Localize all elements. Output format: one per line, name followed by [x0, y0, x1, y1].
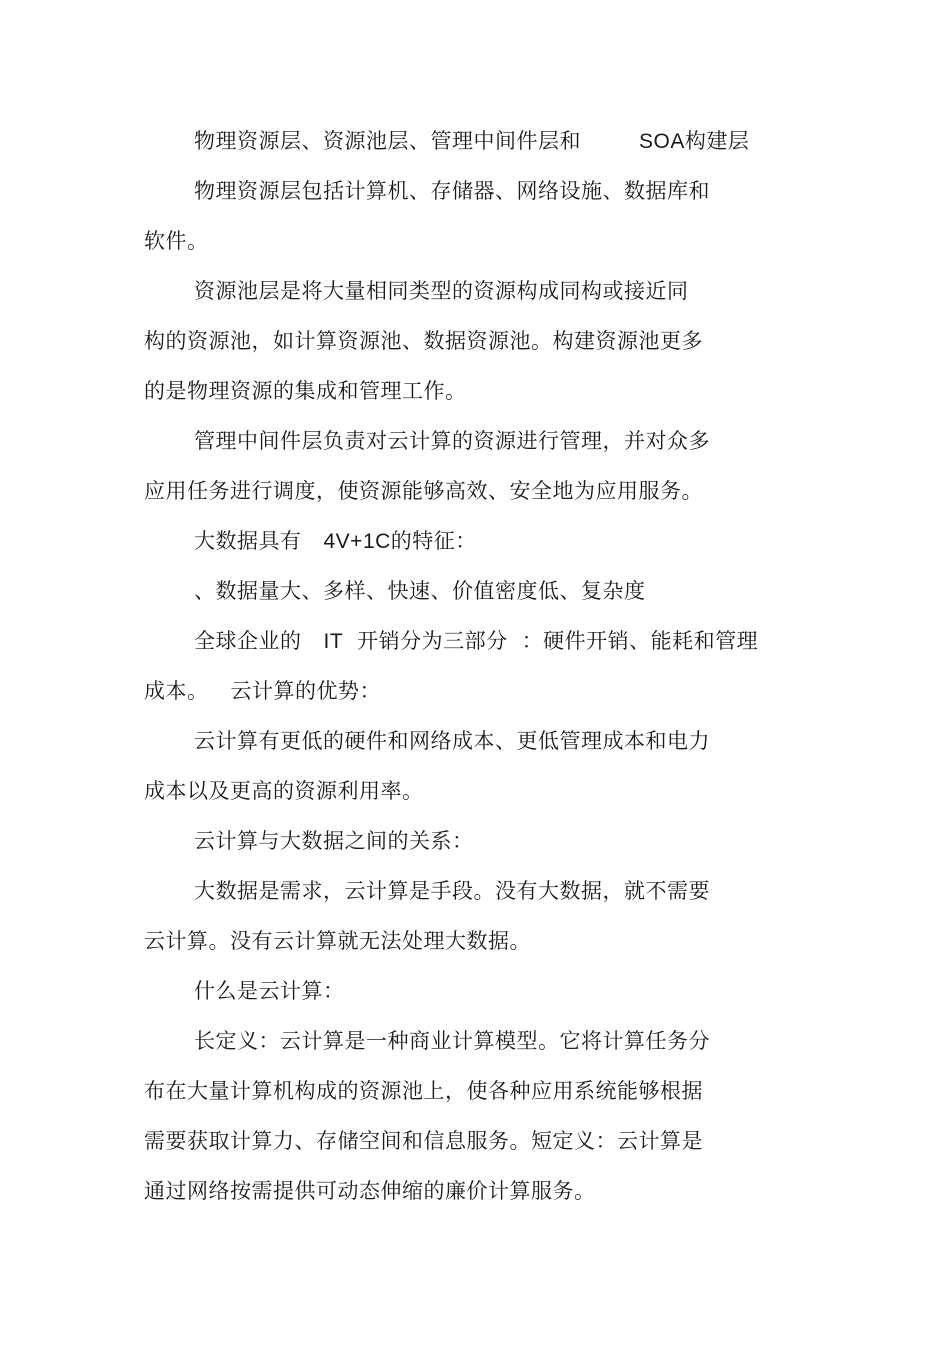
text-line: [194, 626, 758, 657]
text-line: [144, 676, 381, 706]
text-segment: 成本。: [144, 679, 209, 703]
text-segment: 开销分为三部分: [357, 629, 508, 653]
text-line: 需要获取计算力、存储空间和信息服务。短定义：云计算是: [144, 1129, 703, 1153]
text-line: 云计算。没有云计算就无法处理大数据。: [144, 929, 531, 953]
text-line: 管理中间件层负责对云计算的资源进行管理，并对众多: [194, 429, 710, 453]
text-segment: 物理资源层、资源池层、管理中间件层和: [194, 129, 581, 153]
text-line: 云计算与大数据之间的关系：: [194, 829, 474, 853]
text-line: 软件。: [144, 229, 209, 253]
text-line: 的是物理资源的集成和管理工作。: [144, 379, 467, 403]
text-line: 通过网络按需提供可动态伸缩的廉价计算服务。: [144, 1179, 596, 1203]
text-line: [194, 526, 477, 557]
text-segment: IT: [323, 630, 344, 653]
text-line: 、数据量大、多样、快速、价值密度低、复杂度: [194, 579, 646, 603]
text-line: 应用任务进行调度，使资源能够高效、安全地为应用服务。: [144, 479, 703, 503]
text-line: 大数据是需求，云计算是手段。没有大数据，就不需要: [194, 879, 710, 903]
text-line: 成本以及更高的资源利用率。: [144, 779, 424, 803]
text-line: 物理资源层包括计算机、存储器、网络设施、数据库和: [194, 179, 710, 203]
text-line: 构的资源池，如计算资源池、数据资源池。构建资源池更多: [144, 329, 703, 353]
text-segment: SOA构建层: [639, 130, 750, 153]
text-line: [194, 126, 749, 157]
text-segment: 4V+1C: [323, 530, 391, 553]
text-segment: 的特征：: [390, 529, 477, 553]
text-segment: ：硬件开销、能耗和管理: [521, 629, 759, 653]
text-segment: 云计算的优势：: [230, 679, 381, 703]
text-line: 资源池层是将大量相同类型的资源构成同构或接近同: [194, 279, 689, 303]
text-line: 布在大量计算机构成的资源池上，使各种应用系统能够根据: [144, 1079, 703, 1103]
text-line: 云计算有更低的硬件和网络成本、更低管理成本和电力: [194, 729, 710, 753]
text-line: 什么是云计算：: [194, 979, 345, 1003]
text-segment: 全球企业的: [194, 629, 302, 653]
text-segment: 大数据具有: [194, 529, 302, 553]
text-line: 长定义：云计算是一种商业计算模型。它将计算任务分: [194, 1029, 710, 1053]
